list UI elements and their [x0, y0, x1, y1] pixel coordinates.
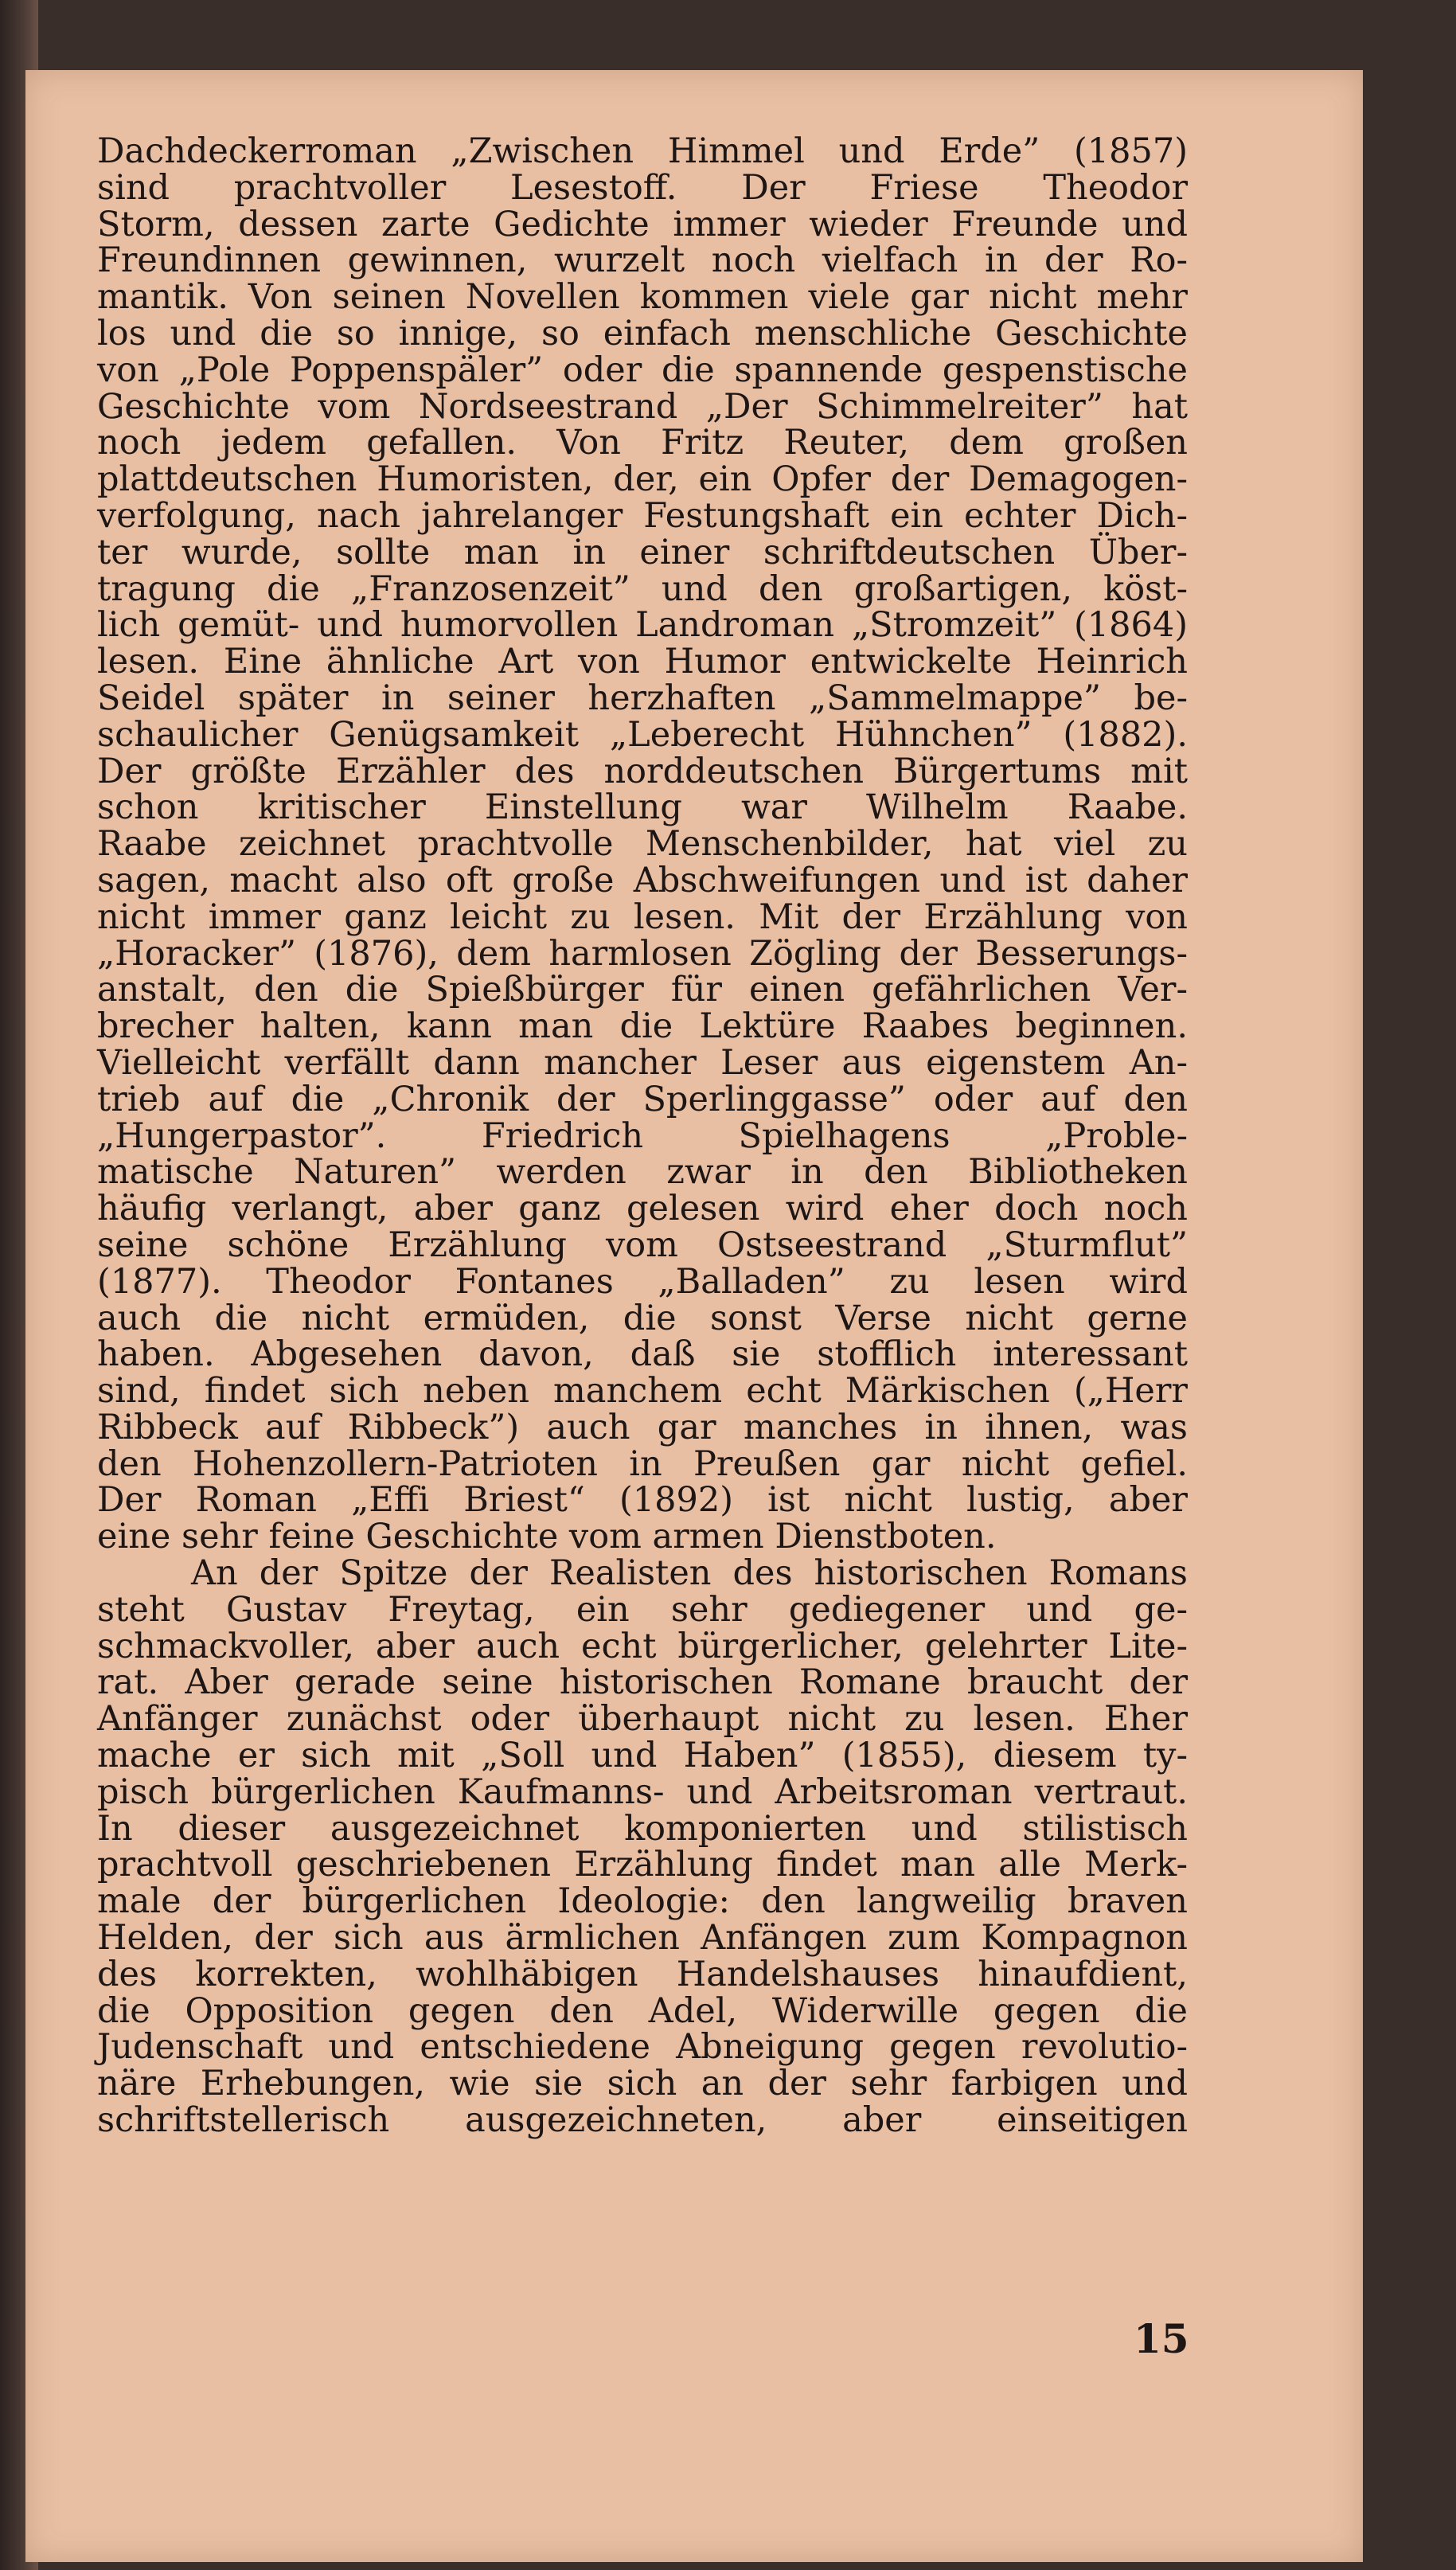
text-line: Seidel später in seiner herzhaften „Sammelmappe” be- [97, 678, 1188, 718]
text-line: matische Naturen” werden zwar in den Bibliotheken [97, 1152, 1188, 1193]
text-line: Der Roman „Effi Briest“ (1892) ist nicht lustig, aber [97, 1480, 1188, 1521]
text-line: Helden, der sich aus ärmlichen Anfängen zum Kompagnon [97, 1918, 1188, 1959]
text-line: Freundinnen gewinnen, wurzelt noch vielfach in der Ro- [97, 240, 1188, 281]
text-line: trieb auf die „Chronik der Sperlinggasse” oder auf den [97, 1079, 1188, 1119]
text-line: steht Gustav Freytag, ein sehr gediegener und ge- [97, 1589, 1188, 1630]
text-line: sind, findet sich neben manchem echt Märkischen („Herr [97, 1371, 1188, 1412]
text-line: prachtvoll geschriebenen Erzählung findet man alle Merk- [97, 1845, 1188, 1885]
text-line: lich gemüt- und humorvollen Landroman „Stromzeit” (1864) [97, 605, 1188, 646]
text-line: mache er sich mit „Soll und Haben” (1855), diesem ty- [97, 1736, 1188, 1776]
text-line: den Hohenzollern-Patrioten in Preußen gar nicht gefiel. [97, 1443, 1188, 1484]
body-text [97, 131, 1188, 2141]
text-line: Judenschaft und entschiedene Abneigung gegen revolutio- [97, 2027, 1188, 2068]
text-line: Storm, dessen zarte Gedichte immer wieder Freunde und [97, 204, 1188, 244]
text-line: Anfänger zunächst oder überhaupt nicht zu lesen. Eher [97, 1699, 1188, 1740]
text-line: schon kritischer Einstellung war Wilhelm Raabe. [97, 787, 1188, 828]
text-line: Dachdeckerroman „Zwischen Himmel und Erde” (1857) [97, 131, 1188, 171]
text-line: „Horacker” (1876), dem harmlosen Zögling der Besserungs- [97, 933, 1188, 974]
text-line: Geschichte vom Nordseestrand „Der Schimmelreiter” hat [97, 386, 1188, 427]
text-line: male der bürgerlichen Ideologie: den langweilig braven [97, 1881, 1188, 1922]
text-line: näre Erhebungen, wie sie sich an der sehr farbigen und [97, 2064, 1188, 2104]
page-number: 15 [1134, 2315, 1189, 2362]
text-line: seine schöne Erzählung vom Ostseestrand „Sturmflut” [97, 1224, 1188, 1265]
text-line: In dieser ausgezeichnet komponierten und stilistisch [97, 1808, 1188, 1849]
text-line: von „Pole Poppenspäler” oder die spannende gespenstische [97, 350, 1188, 390]
text-line: des korrekten, wohlhäbigen Handelshauses hinaufdient, [97, 1954, 1188, 1994]
text-line: eine sehr feine Geschichte vom armen Dienstboten. [97, 1517, 997, 1557]
text-line: plattdeutschen Humoristen, der, ein Opfer der Demagogen- [97, 459, 1188, 500]
text-line-paragraph-start: An der Spitze der Realisten des historischen Romans [191, 1553, 1188, 1594]
text-line: schriftstellerisch ausgezeichneten, aber einseitigen [97, 2100, 1188, 2141]
text-line: verfolgung, nach jahrelanger Festungshaft ein echter Dich- [97, 495, 1188, 536]
text-line: anstalt, den die Spießbürger für einen gefährlichen Ver- [97, 970, 1188, 1010]
text-line: mantik. Von seinen Novellen kommen viele gar nicht mehr [97, 277, 1188, 318]
text-line: schaulicher Genügsamkeit „Leberecht Hühnchen” (1882). [97, 714, 1188, 755]
text-line: Ribbeck auf Ribbeck”) auch gar manches in ihnen, was [97, 1407, 1188, 1447]
text-line: Der größte Erzähler des norddeutschen Bürgertums mit [97, 751, 1188, 791]
text-line: schmackvoller, aber auch echt bürgerlicher, gelehrter Lite- [97, 1626, 1188, 1666]
text-line: „Hungerpastor”. Friedrich Spielhagens „Proble- [97, 1115, 1188, 1156]
text-line: Vielleicht verfällt dann mancher Leser aus eigenstem An- [97, 1042, 1188, 1083]
text-line: lesen. Eine ähnliche Art von Humor entwickelte Heinrich [97, 642, 1188, 682]
text-line: die Opposition gegen den Adel, Widerwille gegen die [97, 1990, 1188, 2031]
text-line: los und die so innige, so einfach menschliche Geschichte [97, 313, 1188, 353]
text-line: ter wurde, sollte man in einer schriftdeutschen Über- [97, 532, 1188, 572]
text-line: haben. Abgesehen davon, daß sie stofflich interessant [97, 1334, 1188, 1375]
text-line: brecher halten, kann man die Lektüre Raabes beginnen. [97, 1006, 1188, 1047]
text-line: sagen, macht also oft große Abschweifungen und ist daher [97, 860, 1188, 900]
text-line: tragung die „Franzosenzeit” und den großartigen, köst- [97, 568, 1188, 609]
text-line: Raabe zeichnet prachtvolle Menschenbilder, hat viel zu [97, 824, 1188, 865]
text-line: häufig verlangt, aber ganz gelesen wird eher doch noch [97, 1189, 1188, 1229]
text-line: rat. Aber gerade seine historischen Romane braucht der [97, 1662, 1188, 1703]
text-line: sind prachtvoller Lesestoff. Der Friese Theodor [97, 167, 1188, 208]
text-line: auch die nicht ermüden, die sonst Verse nicht gerne [97, 1298, 1188, 1338]
text-line: noch jedem gefallen. Von Fritz Reuter, dem großen [97, 423, 1188, 463]
text-line: (1877). Theodor Fontanes „Balladen” zu lesen wird [97, 1261, 1188, 1302]
text-line: nicht immer ganz leicht zu lesen. Mit der Erzählung von [97, 896, 1188, 937]
text-line: pisch bürgerlichen Kaufmanns- und Arbeitsroman vertraut. [97, 1771, 1188, 1812]
